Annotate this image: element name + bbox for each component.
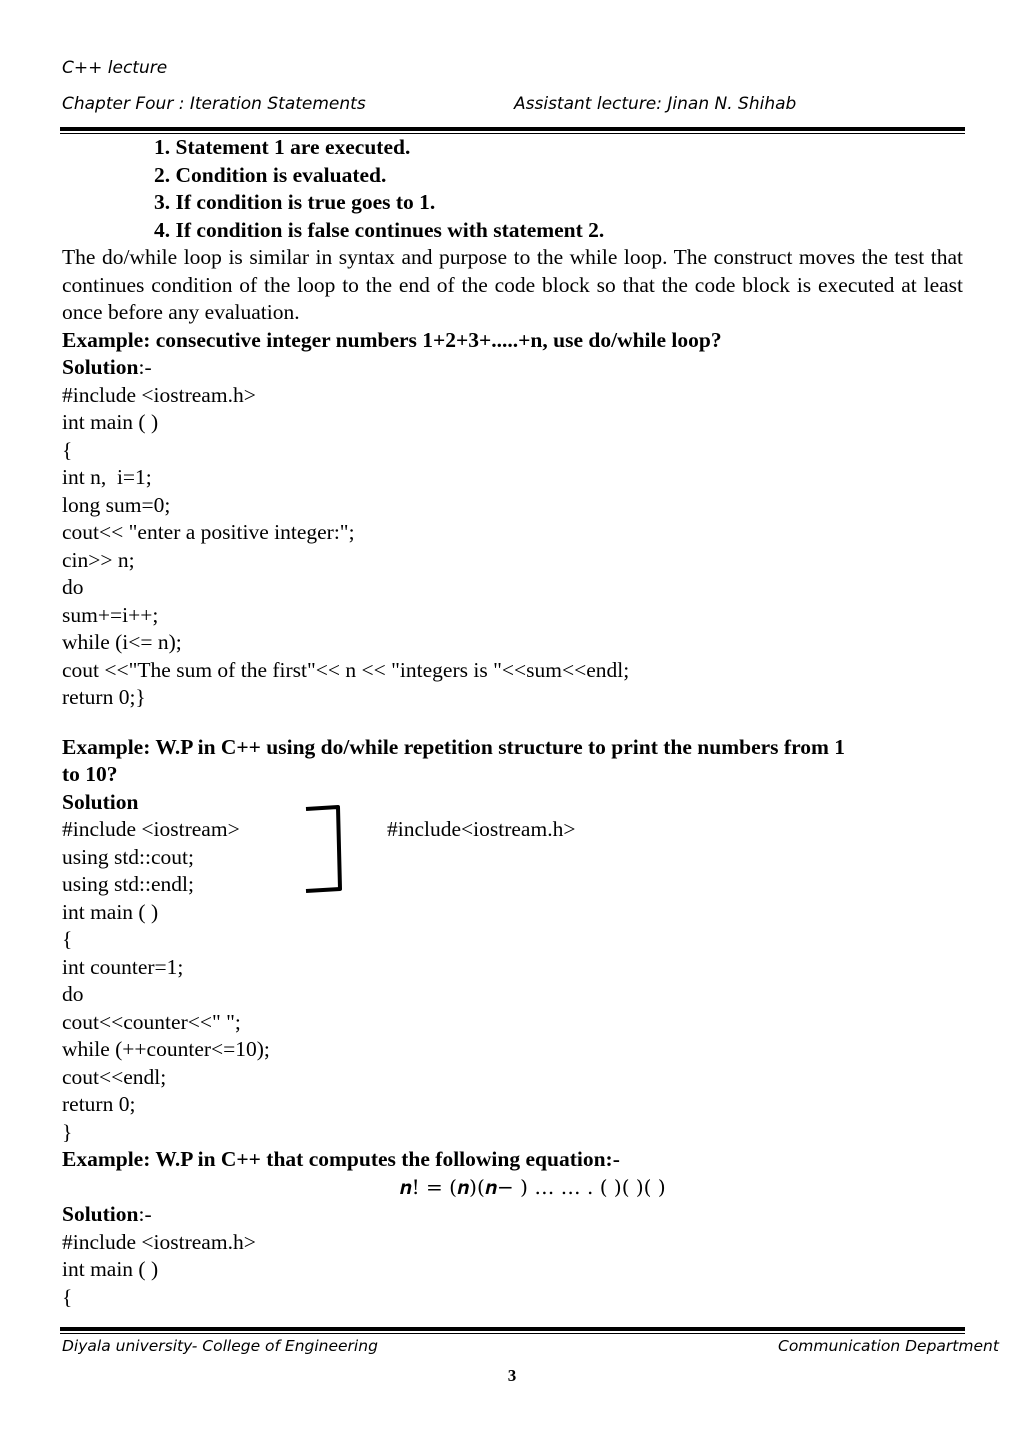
code-line: int main ( ) [62, 1257, 159, 1281]
factorial-equation: 𝒏! = (𝒏)(𝒏− ) … … . ( )( )( ) [399, 1174, 666, 1199]
bracket-mark [304, 804, 344, 894]
code-line: long sum=0; [62, 492, 171, 517]
do-while-description: The do/while loop is similar in syntax and purpose to the while loop. The construct moves the test that continues condition of the loop to the end of the code block so that the code block is executed at least once before any evaluation. [62, 245, 963, 324]
example2-title-line2: to 10? [62, 762, 118, 786]
example1-solution-heading [62, 354, 963, 382]
page-number: 3 [507, 1366, 517, 1385]
code-line: #include <iostream.h> [62, 382, 256, 407]
include-alternatives [62, 816, 963, 844]
code-line: return 0;} [62, 685, 146, 709]
example1-title: Example: consecutive integer numbers 1+2+3+.....+n, use do/while loop? [62, 327, 722, 352]
code-line: do [62, 982, 84, 1006]
step-3: 3. If condition is true goes to 1. [154, 190, 436, 214]
solution-label: Solution [62, 355, 139, 379]
example3-solution-heading [62, 1201, 963, 1229]
code-line: { [62, 1284, 73, 1309]
header-lecturer: Assistant lecture: Jinan N. Shihab [514, 94, 797, 114]
footer-rule-thin [60, 1333, 965, 1334]
alt-include: #include<iostream.h> [387, 817, 576, 841]
header-chapter: Chapter Four : Iteration Statements [62, 94, 366, 114]
example2-solution-heading: Solution [62, 789, 139, 814]
code-line: cout<< "enter a positive integer:"; [62, 520, 355, 544]
header-rule-thick [60, 127, 965, 131]
solution-label: Solution [62, 1202, 139, 1226]
footer-department: Communication Department [778, 1337, 999, 1355]
code-line: } [62, 1119, 73, 1144]
code-line: #include <iostream> [62, 817, 240, 841]
code-line: using std::endl; [62, 872, 194, 896]
code-line: while (++counter<=10); [62, 1037, 270, 1061]
code-line: int main ( ) [62, 410, 159, 434]
step-2: 2. Condition is evaluated. [154, 162, 387, 187]
code-line: { [62, 437, 73, 462]
code-line: do [62, 575, 84, 599]
code-line: int n, i=1; [62, 465, 152, 489]
header-course: C++ lecture [62, 58, 168, 78]
code-line: cout<<endl; [62, 1064, 167, 1089]
solution-suffix: :- [138, 1202, 152, 1226]
code-line: int counter=1; [62, 954, 184, 979]
code-line: #include <iostream.h> [62, 1229, 256, 1254]
code-line: sum+=i++; [62, 602, 159, 627]
step-4: 4. If condition is false continues with statement 2. [154, 217, 605, 242]
code-line: return 0; [62, 1092, 136, 1116]
step-1: 1. Statement 1 are executed. [154, 135, 411, 159]
footer-university: Diyala university- College of Engineering [62, 1337, 378, 1355]
example3-title: Example: W.P in C++ that computes the following equation:- [62, 1147, 620, 1171]
code-line: int main ( ) [62, 899, 159, 924]
page-content [62, 134, 963, 1311]
example2-title-line1: Example: W.P in C++ using do/while repetition structure to print the numbers from 1 [62, 734, 846, 759]
code-line: cin>> n; [62, 547, 135, 572]
code-line: { [62, 927, 73, 951]
footer-rule-thick [60, 1327, 965, 1331]
code-line: while (i<= n); [62, 630, 182, 654]
code-line: using std::cout; [62, 844, 194, 869]
code-line: cout<<counter<<" "; [62, 1009, 241, 1034]
solution-suffix: :- [138, 355, 152, 379]
code-line: cout <<"The sum of the first"<< n << "integers is "<<sum<<endl; [62, 657, 630, 682]
